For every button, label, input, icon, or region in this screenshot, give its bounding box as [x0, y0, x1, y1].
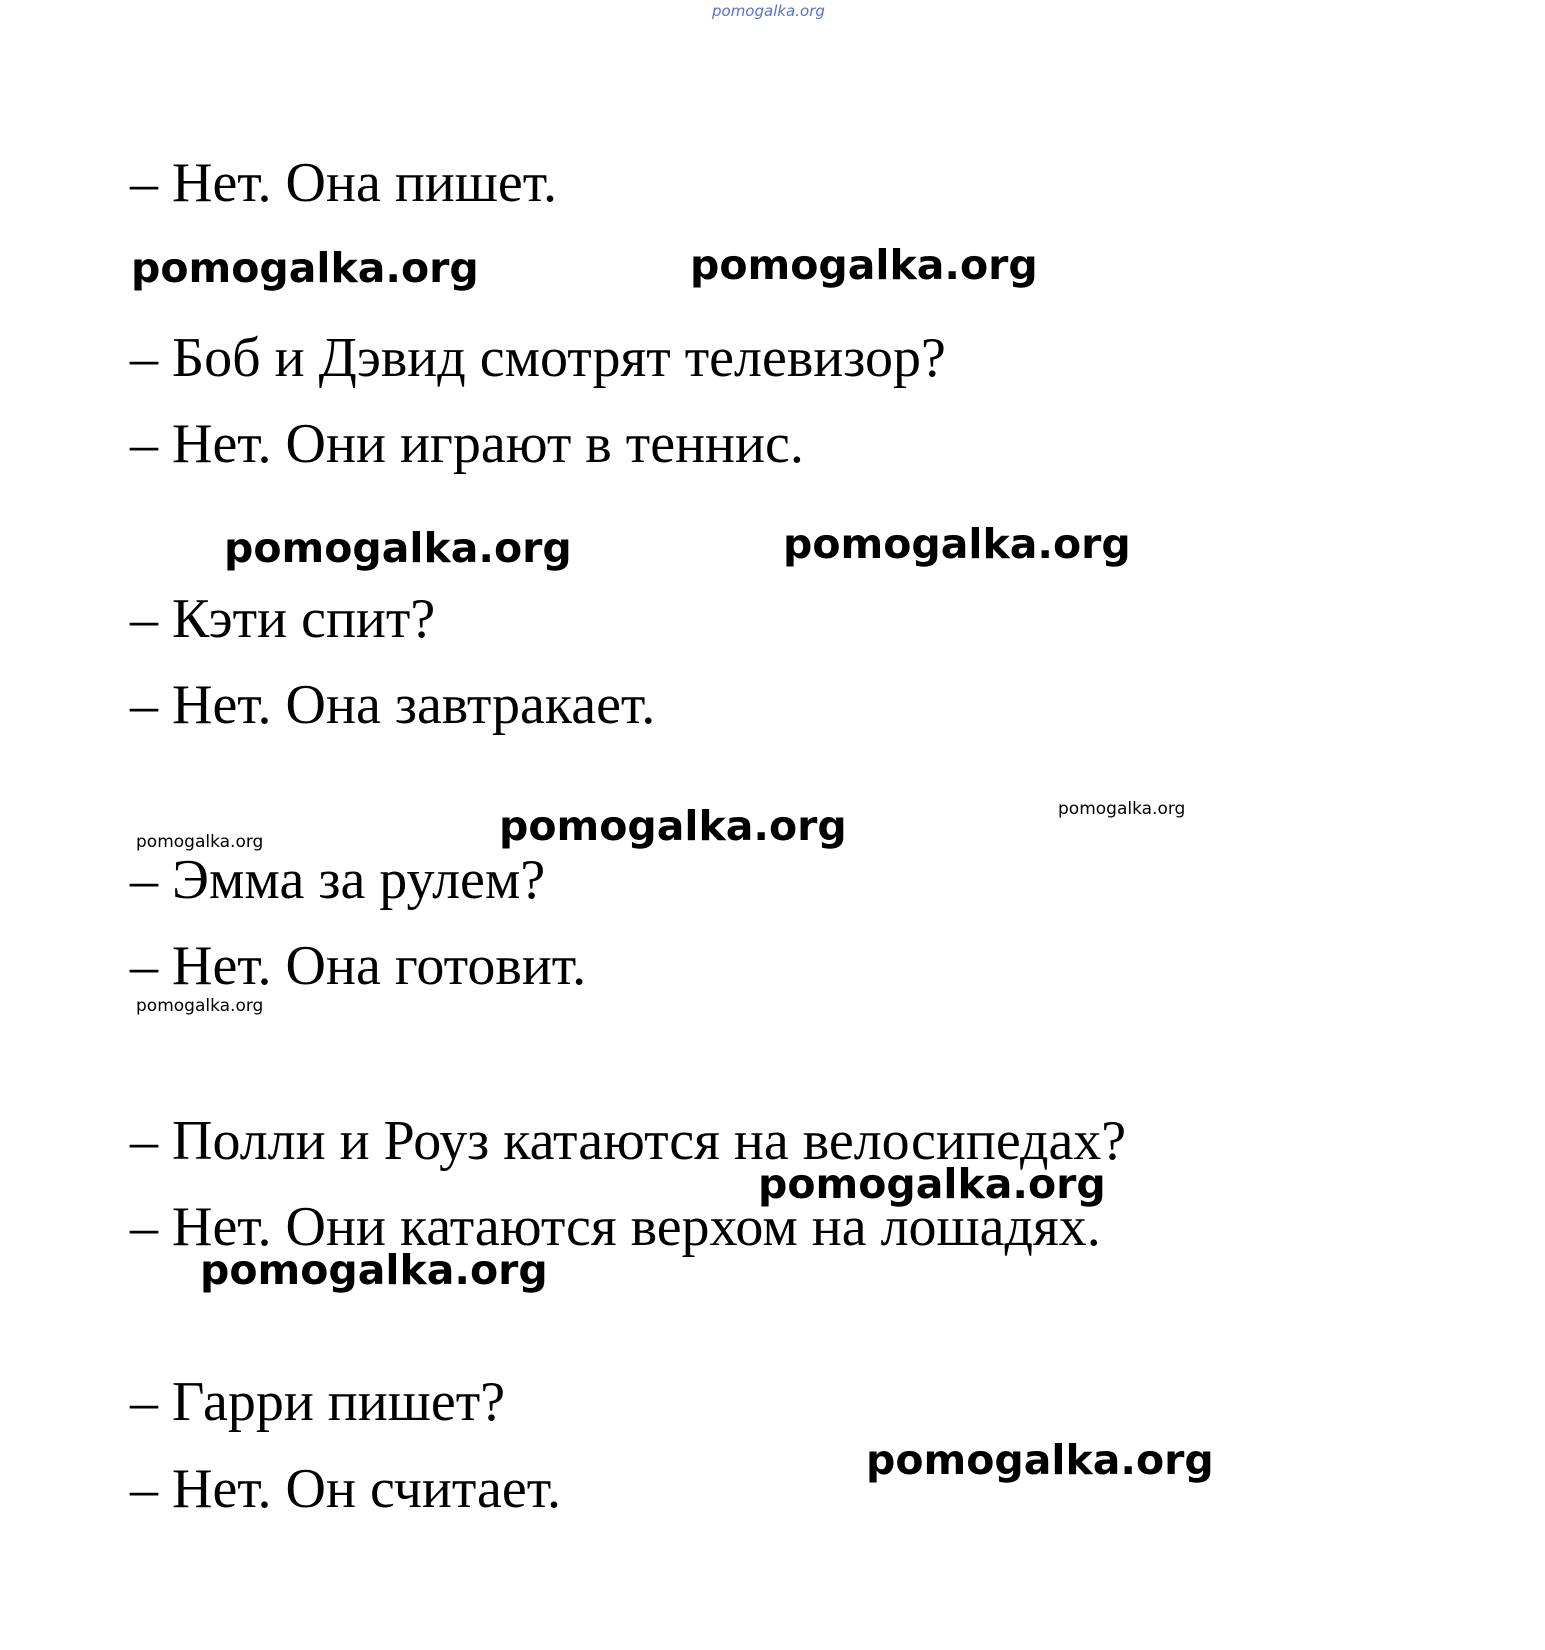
dialogue-line-2: – Боб и Дэвид смотрят телевизор?: [130, 327, 946, 389]
watermark-3: pomogalka.org: [224, 524, 572, 572]
watermark-8: pomogalka.org: [136, 996, 264, 1016]
watermark-5: pomogalka.org: [499, 802, 847, 850]
watermark-2: pomogalka.org: [690, 241, 1038, 289]
dialogue-line-11: – Нет. Он считает.: [130, 1458, 561, 1520]
header-watermark: pomogalka.org: [712, 2, 825, 20]
dialogue-line-7: – Нет. Она готовит.: [130, 935, 587, 997]
dialogue-line-8: – Полли и Роуз катаются на велосипедах?: [130, 1110, 1127, 1172]
dialogue-line-5: – Нет. Она завтракает.: [130, 674, 656, 736]
dialogue-line-6: – Эмма за рулем?: [130, 849, 546, 911]
dialogue-line-3: – Нет. Они играют в теннис.: [130, 413, 804, 475]
watermark-11: pomogalka.org: [866, 1436, 1214, 1484]
dialogue-line-9: – Нет. Они катаются верхом на лошадях.: [130, 1196, 1101, 1258]
dialogue-line-4: – Кэти спит?: [130, 588, 436, 650]
dialogue-line-1: – Нет. Она пишет.: [130, 152, 557, 214]
watermark-6: pomogalka.org: [1058, 799, 1186, 819]
watermark-7: pomogalka.org: [136, 832, 264, 852]
watermark-4: pomogalka.org: [783, 520, 1131, 568]
watermark-1: pomogalka.org: [131, 244, 479, 292]
watermark-9: pomogalka.org: [758, 1160, 1106, 1208]
watermark-10: pomogalka.org: [200, 1246, 548, 1294]
dialogue-line-10: – Гарри пишет?: [130, 1371, 506, 1433]
